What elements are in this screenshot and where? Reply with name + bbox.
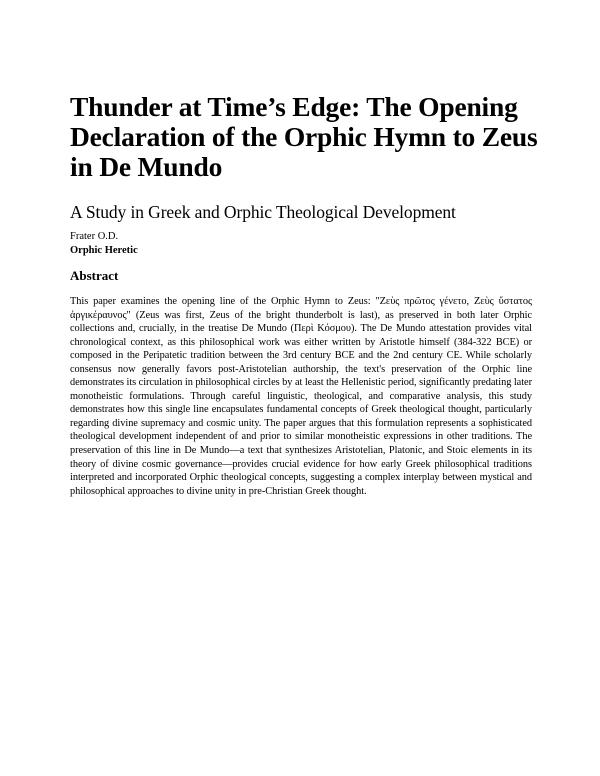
author-affiliation: Orphic Heretic: [70, 245, 138, 256]
paper-title: Thunder at Time’s Edge: The Opening Declaration of the Orphic Hymn to Zeus in De Mundo: [70, 91, 538, 182]
abstract-body: This paper examines the opening line of the Orphic Hymn to Zeus: "Ζεὺς πρῶτος γένετο, Ζεὺς ὕστατος ἀργικέραυνος" (Zeus was first, Zeus of the bright thunderbolt is last), as preserved in both later Orphic collections and, crucially, in the treatise De Mundo (Περὶ Κόσμου). The De Mundo attestation provides vital chronological context, as this philosophical work was either written by Aristotle himself (384-322 BCE) or composed in the Peripatetic tradition between the 3rd century BCE and the 2nd century CE. While scholarly consensus now generally favors post-Aristotelian authorship, the text's preservation of the Orphic line demonstrates its circulation in philosophical circles by at least the Hellenistic period, significantly predating later monotheistic formulations. Through careful linguistic, theological, and comparative analysis, this study demonstrates how this single line encapsulates fundamental concepts of Greek theological thought, particularly regarding divine supremacy and cosmic unity. The paper argues that this formulation represents a sophisticated theological development independent of and prior to similar monotheistic expressions in other traditions. The preservation of this line in De Mundo—a text that synthesizes Aristotelian, Platonic, and Stoic elements in its theory of divine cosmic governance—provides crucial evidence for how early Greek philosophical traditions interpreted and incorporated Orphic theological concepts, suggesting a complex interplay between mystical and philosophical approaches to divine unity in pre-Christian Greek thought.: [70, 296, 532, 497]
author-name: Frater O.D.: [70, 231, 119, 242]
abstract-heading: Abstract: [70, 268, 119, 283]
paper-subtitle: A Study in Greek and Orphic Theological Development: [70, 202, 456, 222]
